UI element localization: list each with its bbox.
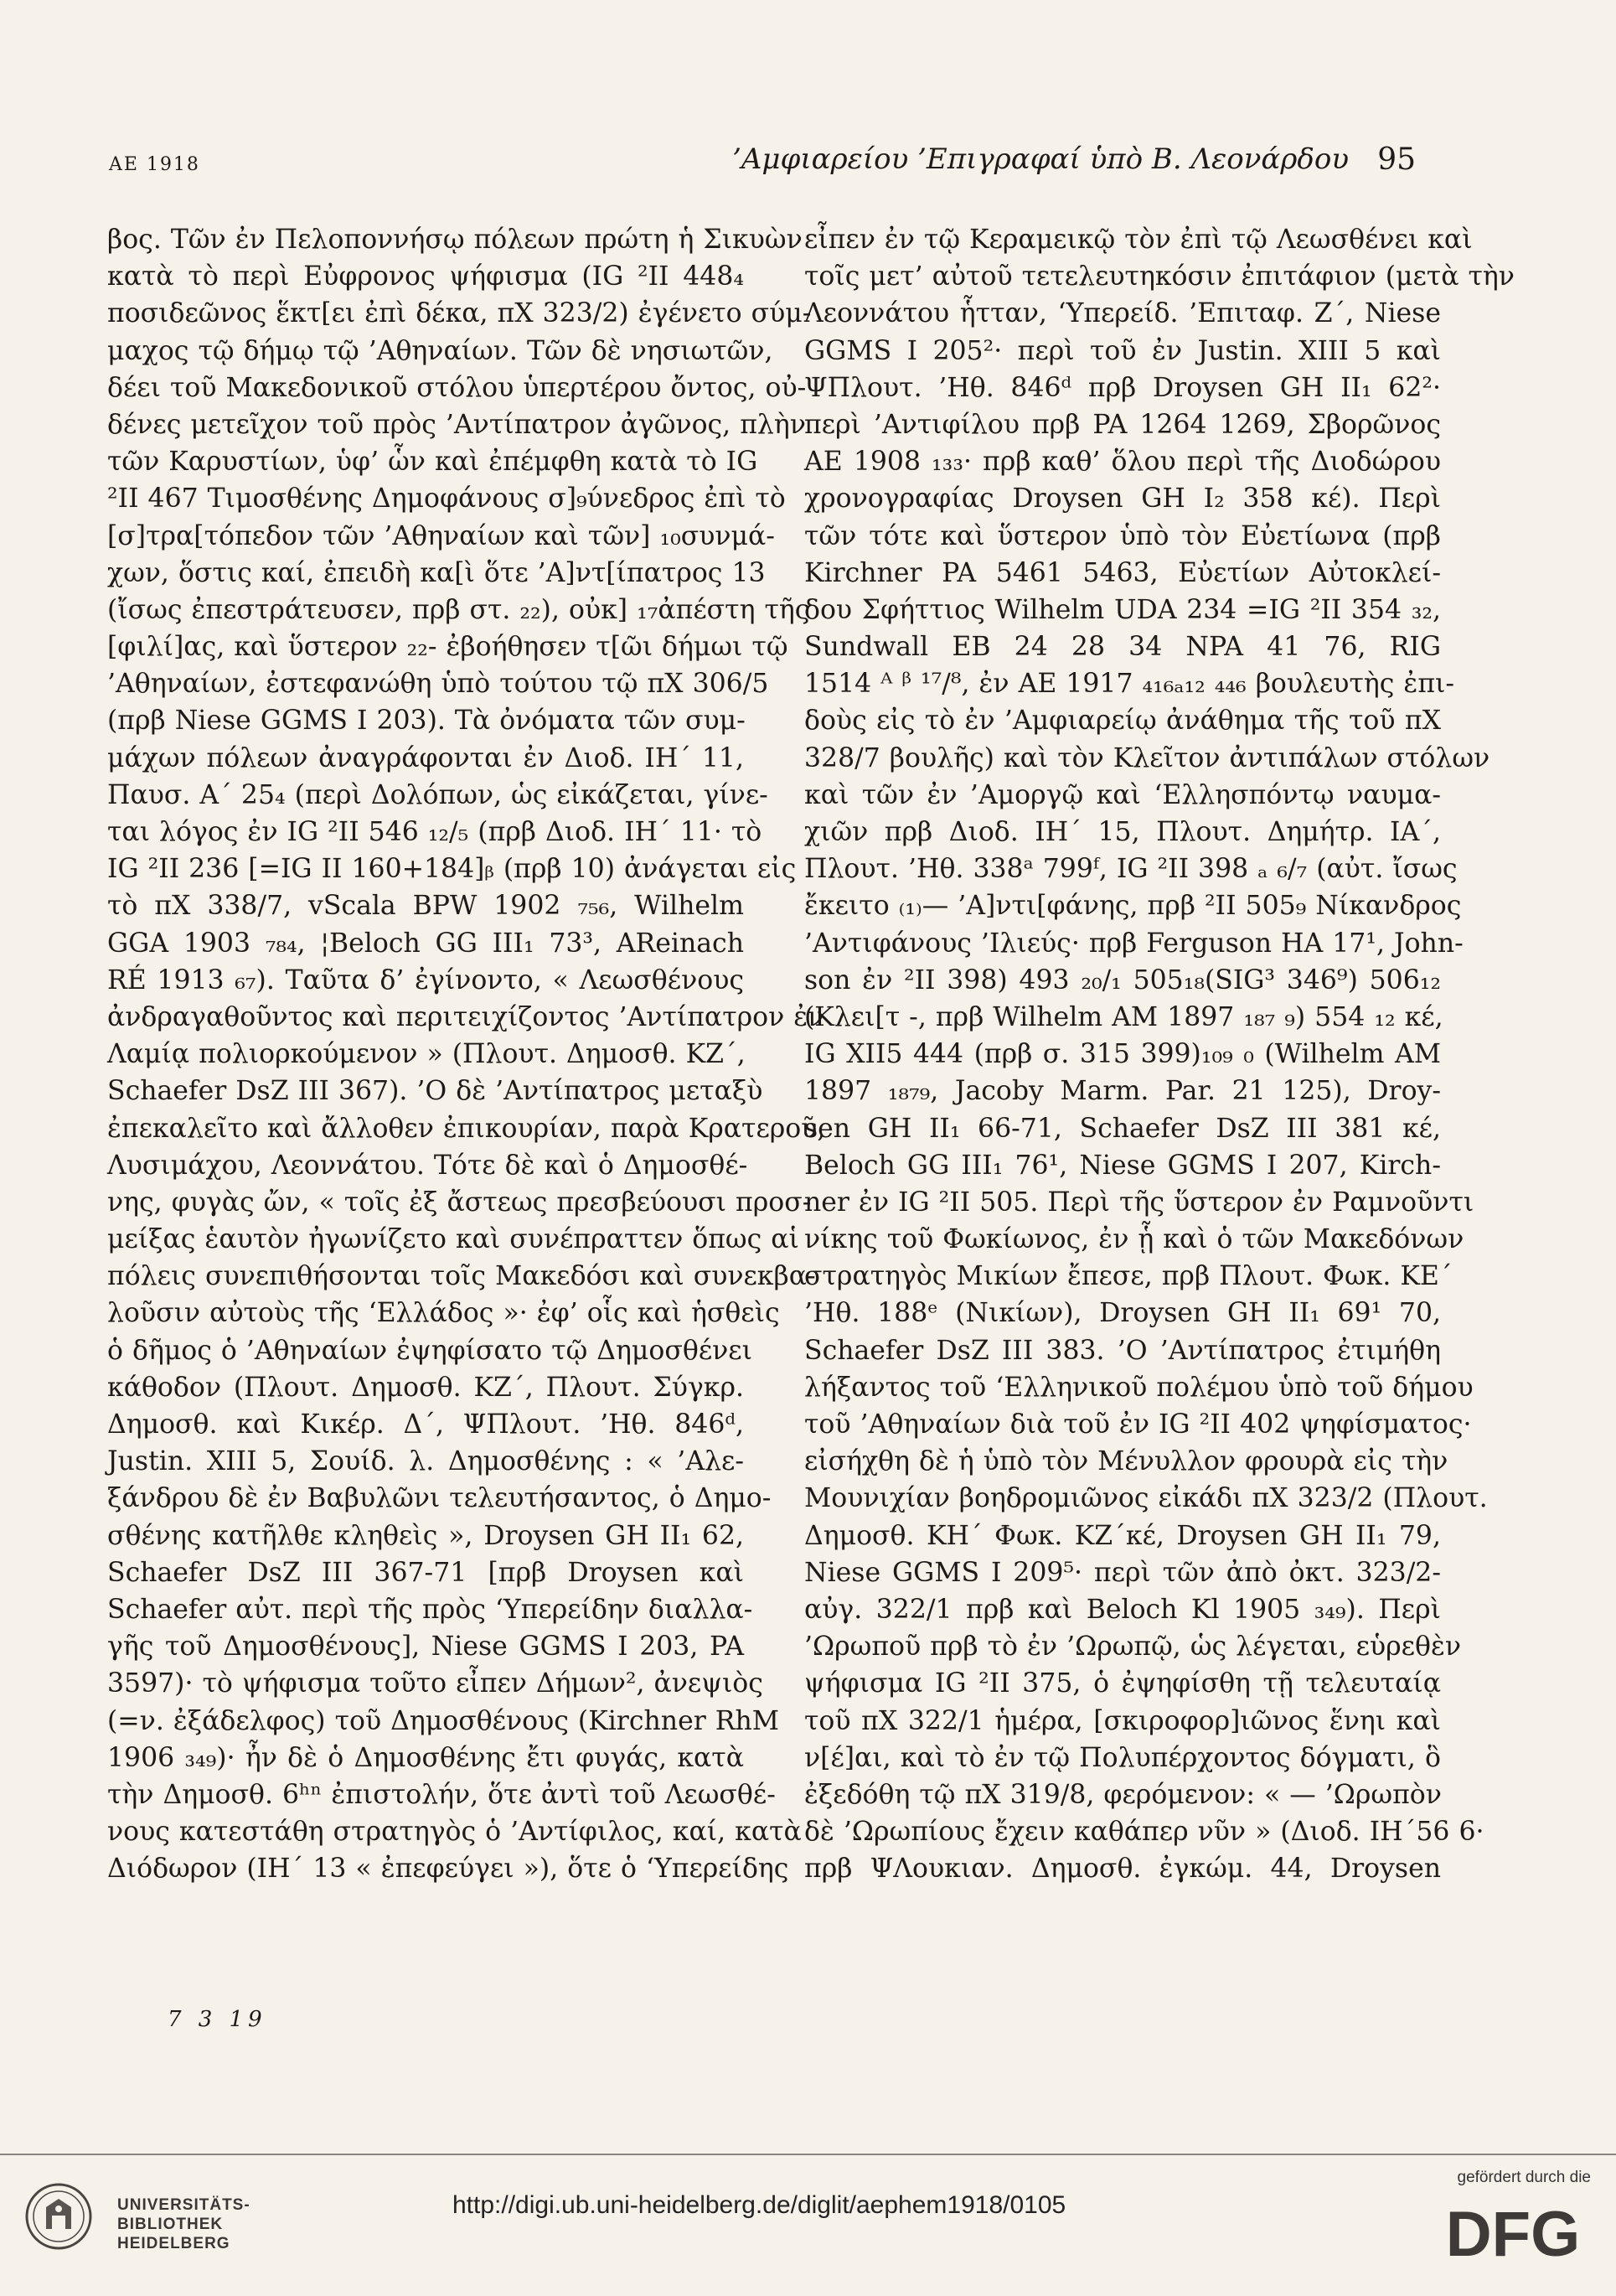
text-line: λοῦσιν αὐτοὺς τῆς ‘Ελλάδος »· ἐφ’ οἷς καὶ ἡσθεὶς [107,1298,780,1329]
text-line: ται λόγος ἐν IG ²ΙΙ 546 ₁₂/₅ (πρβ Διοδ. ΙΗ΄ 11· τὸ [107,817,762,847]
text-line: Δημοσθ. καὶ Κικέρ. Δ΄, ΨΠλουτ. ’Ηθ. 846ᵈ, [107,1409,744,1440]
text-line: ²ΙΙ 467 Τιμοσθένης Δημοφάνους σ]₉ύνεδρος ἐπὶ τὸ [107,484,786,515]
text-line: χρονογραφίας Droysen GH I₂ 358 κέ). Περὶ [804,484,1441,515]
text-line: Sundwall EB 24 28 34 NPA 41 76, RIG [804,632,1441,663]
text-line: IG XII5 444 (πρβ σ. 315 399)₁₀₉ ₀ (Wilhelm AM [804,1039,1441,1070]
text-line: Παυσ. Α΄ 25₄ (περὶ Δολόπων, ὡς εἰκάζεται, γίνε- [107,779,768,810]
institution-line: HEIDELBERG [117,2235,230,2252]
text-line: βος. Τῶν ἐν Πελοποννήσῳ πόλεων πρώτη ἡ Σικυὼν [107,225,803,255]
text-line: (=ν. ἐξάδελφος) τοῦ Δημοσθένους (Kirchner RhM [107,1705,780,1736]
text-line: κάθοδον (Πλουτ. Δημοσθ. ΚΖ΄, Πλουτ. Σύγκρ. [107,1372,744,1403]
footer-rule [0,2154,1616,2155]
text-line: δὲ ’Ωρωπίους ἔχειν καθάπερ νῦν » (Διοδ. ΙΗ΄56 6· [804,1817,1484,1848]
text-line: ΨΠλουτ. ’Ηθ. 846ᵈ πρβ Droysen GH II₁ 62²· [804,372,1441,403]
text-line: λήξαντος τοῦ ‘Ελληνικοῦ πολέμου ὑπὸ τοῦ δήμου [804,1372,1474,1403]
text-line: περὶ ’Αντιφίλου πρβ PA 1264 1269, Σβορῶνος [804,409,1441,440]
text-line: GGMS I 205²· περὶ τοῦ ἐν Justin. XIII 5 καὶ [804,335,1441,366]
text-line: Λεοννάτου ἧτταν, ‘Υπερείδ. ’Επιταφ. Ζ΄, Niese [804,298,1441,329]
text-line: sen GH II₁ 66-71, Schaefer DsZ III 381 κέ, [804,1113,1441,1144]
university-seal-icon [23,2179,99,2254]
text-line: τοῦ ’Αθηναίων διὰ τοῦ ἐν IG ²ΙΙ 402 ψηφίσματος· [804,1409,1472,1440]
text-line: μείξας ἑαυτὸν ἠγωνίζετο καὶ συνέπραττεν ὅπως αἱ [107,1224,799,1255]
text-line: ποσιδεῶνος ἕκτ[ει ἐπὶ δέκα, πΧ 323/2) ἐγένετο σύμ- [107,298,812,329]
text-line: Λυσιμάχου, Λεοννάτου. Τότε δὲ καὶ ὁ Δημοσθέ- [107,1150,748,1181]
page-number: 95 [1377,142,1416,177]
text-line: Schaefer DsZ III 367-71 [πρβ Droysen καὶ [107,1557,744,1588]
footer-bar [0,2154,1616,2296]
text-line: νίκης τοῦ Φωκίωνος, ἐν ᾗ καὶ ὁ τῶν Μακεδόνων [804,1224,1464,1255]
text-line: εἶπεν ἐν τῷ Κεραμεικῷ τὸν ἐπὶ τῷ Λεωσθένει καὶ [804,225,1473,255]
text-line: καὶ τῶν ἐν ’Αμοργῷ καὶ ‘Ελλησπόντῳ ναυμα- [804,779,1441,810]
text-line: Πλουτ. ’Ηθ. 338ᵃ 799ᶠ, IG ²ΙΙ 398 ₐ ₆/₇ (αὐτ. ἴσως [804,854,1458,885]
text-line: GGA 1903 ₇₈₄, ¦Beloch GG III₁ 73³, AReinach [107,928,744,959]
text-line: τοῖς μετ’ αὐτοῦ τετελευτηκόσιν ἐπιτάφιον (μετὰ τὴν [804,261,1515,292]
text-line: μαχος τῷ δήμῳ τῷ ’Αθηναίων. Τῶν δὲ νησιωτῶν, [107,335,773,366]
text-line: RÉ 1913 ₆₇). Ταῦτα δ’ ἐγίνοντο, « Λεωσθένους [107,964,744,995]
institution-name [117,2195,250,2253]
text-line: Schaefer DsZ III 367). ’Ο δὲ ’Αντίπατρος μεταξὺ [107,1076,763,1107]
text-line: τῶν Καρυστίων, ὑφ’ ὧν καὶ ἐπέμφθη κατὰ τὸ IG [107,447,758,478]
text-line: ἐπεκαλεῖτο καὶ ἄλλοθεν ἐπικουρίαν, παρὰ Κρατεροῦ, [107,1113,826,1144]
text-line: δένες μετεῖχον τοῦ πρὸς ’Αντίπατρον ἀγῶνος, πλὴν [107,409,806,440]
text-line: Διόδωρον (ΙΗ΄ 13 « ἐπεφεύγει »), ὅτε ὁ ‘Υπερείδης [107,1854,789,1885]
text-line: ἀνδραγαθοῦντος καὶ περιτειχίζοντος ’Αντίπατρον ἐν [107,1001,824,1032]
text-line: 1514 ᴬ ᵝ ¹⁷/⁸, ἐν ΑΕ 1917 ₄₁₆ₐ₁₂ ₄₄₆ βουλευτὴς ἐπι- [804,669,1455,700]
text-line: χιῶν πρβ Διοδ. ΙΗ΄ 15, Πλουτ. Δημήτρ. ΙΑ΄, [804,817,1441,847]
institution-line: BIBLIOTHEK [117,2216,224,2233]
dfg-logo [1433,2199,1593,2270]
dfg-logo-text: DFG [1445,2199,1581,2270]
text-line: στρατηγὸς Μικίων ἔπεσε, πρβ Πλουτ. Φωκ. ΚΕ΄ [804,1261,1453,1292]
text-line: son ἐν ²ΙΙ 398) 493 ₂₀/₁ 505₁₈(SIG³ 346⁹) 506₁₂ [804,964,1441,995]
text-line: 3597)· τὸ ψήφισμα τοῦτο εἶπεν Δήμων², ἀνεψιὸς [107,1668,763,1699]
text-line: νους κατεστάθη στρατηγὸς ὁ ’Αντίφιλος, καί, κατὰ [107,1817,802,1848]
text-line: ξάνδρου δὲ ἐν Βαβυλῶνι τελευτήσαντος, ὁ Δημο- [107,1483,772,1514]
text-line: ν[έ]αι, καὶ τὸ ἐν τῷ Πολυπέρχοντος δόγματι, ὃ [804,1742,1441,1773]
text-line: μάχων πόλεων ἀναγράφονται ἐν Διοδ. ΙΗ΄ 11, [107,742,744,773]
permalink-url[interactable]: http://digi.ub.uni-heidelberg.de/diglit/aephem1918/0105 [452,2191,1066,2219]
text-line: Λαμίᾳ πολιορκούμενον » (Πλουτ. Δημοσθ. ΚΖ΄, [107,1039,746,1070]
running-title: ’Αμφιαρείου ’Επιγραφαί ὑπὸ Β. Λεονάρδου [732,142,1349,176]
text-line: Beloch GG III₁ 76¹, Niese GGMS I 207, Kirch- [804,1150,1441,1181]
right-text-column [804,221,1515,1887]
text-line: ’Ωρωποῦ πρβ τὸ ἐν ’Ωρωπῷ, ὡς λέγεται, εὑρεθὲν [804,1632,1461,1663]
text-line: τὸ πΧ 338/7, vScala BPW 1902 ₇₅₆, Wilhelm [107,891,744,922]
text-line: ἔκειτο ₍₁₎— ’Α]ντι[φάνης, πρβ ²ΙΙ 505₉ Νίκανδρος [804,891,1462,922]
text-line: τοῦ πΧ 322/1 ἡμέρα, [σκιροφορ]ιῶνος ἕνηι καὶ [804,1705,1441,1736]
text-line: δέει τοῦ Μακεδονικοῦ στόλου ὑπερτέρου ὄντος, οὐ- [107,372,807,403]
text-line: πρβ ΨΛουκιαν. Δημοσθ. ἐγκώμ. 44, Droysen [804,1854,1441,1885]
text-line: ὁ δῆμος ὁ ’Αθηναίων ἐψηφίσατο τῷ Δημοσθένει [107,1335,752,1366]
text-line: δοὺς εἰς τὸ ἐν ’Αμφιαρείῳ ἀνάθημα τῆς τοῦ πΧ [804,706,1441,737]
text-line: Δημοσθ. ΚΗ΄ Φωκ. ΚΖ΄κέ, Droysen GH II₁ 79, [804,1520,1441,1551]
text-line: Schaefer DsZ III 383. ’Ο ’Αντίπατρος ἐτιμήθη [804,1335,1441,1366]
text-line: νης, φυγὰς ὤν, « τοῖς ἐξ ἄστεως πρεσβεύουσι προσ- [107,1187,812,1218]
text-line: 1906 ₃₄₉)· ἦν δὲ ὁ Δημοσθένης ἔτι φυγάς, κατὰ [107,1742,744,1773]
text-line: χων, ὅστις καί, ἐπειδὴ κα[ὶ ὅτε ’Α]ντ[ίπατρος 13 [107,557,766,588]
university-logo [23,2179,359,2262]
institution-line: UNIVERSITÄTS- [117,2196,250,2214]
text-line: Niese GGMS I 209⁵· περὶ τῶν ἀπὸ ὀκτ. 323/2- [804,1557,1441,1588]
page-header [109,142,1416,186]
left-text-column [107,221,826,1887]
text-line: IG ²ΙΙ 236 [=IG II 160+184]ᵦ (πρβ 10) ἀνάγεται εἰς [107,854,797,885]
text-line: σθένης κατῆλθε κληθεὶς », Droysen GH II₁ 62, [107,1520,744,1551]
text-line: 328/7 βουλῆς) καὶ τὸν Κλεῖτον ἀντιπάλων στόλων [804,742,1490,773]
text-line: ψήφισμα IG ²ΙΙ 375, ὁ ἐψηφίσθη τῇ τελευταίᾳ [804,1668,1441,1699]
text-line: πόλεις συνεπιθήσονται τοῖς Μακεδόσι καὶ συνεκβα- [107,1261,816,1292]
text-line: τὴν Δημοσθ. 6ʰⁿ ἐπιστολήν, ὅτε ἀντὶ τοῦ Λεωσθέ- [107,1779,776,1810]
sponsor-label: gefördert durch die [1457,2169,1591,2186]
text-line: τῶν τότε καὶ ὕστερον ὑπὸ τὸν Εὐετίωνα (πρβ [804,520,1441,551]
text-line: κατὰ τὸ περὶ Εὐφρονος ψήφισμα (IG ²ΙΙ 448₄ [107,261,744,292]
text-line: Justin. XIII 5, Σουίδ. λ. Δημοσθένης : « ’Αλε- [107,1446,744,1477]
text-line: Schaefer αὐτ. περὶ τῆς πρὸς ‘Υπερείδην διαλλα- [107,1594,753,1625]
text-line: ’Αντιφάνους ’Ιλιεύς· πρβ Ferguson HA 17¹, John- [804,928,1464,959]
text-line: ner ἐν IG ²ΙΙ 505. Περὶ τῆς ὕστερον ἐν Ραμνοῦντι [804,1187,1474,1218]
text-line: αὐγ. 322/1 πρβ καὶ Beloch Kl 1905 ₃₄₉). Περὶ [804,1594,1441,1625]
text-line: δου Σφήττιος Wilhelm UDA 234 =IG ²ΙΙ 354 ₃₂, [804,594,1441,625]
text-line: ’Ηθ. 188ᵉ (Νικίων), Droysen GH II₁ 69¹ 70, [804,1298,1441,1329]
text-line: Μουνιχίαν βοηδρομιῶνος εἰκάδι πΧ 323/2 (Πλουτ. [804,1483,1488,1514]
text-line: [σ]τρα[τόπεδον τῶν ’Αθηναίων καὶ τῶν] ₁₀συνμά- [107,520,775,551]
text-line: ΑΕ 1908 ₁₃₃· πρβ καθ’ ὅλου περὶ τῆς Διοδώρου [804,447,1441,478]
text-line: εἰσήχθη δὲ ἡ ὑπὸ τὸν Μένυλλον φρουρὰ εἰς τὴν [804,1446,1448,1477]
text-line: Kirchner PA 5461 5463, Εὐετίων Αὐτοκλεί- [804,557,1441,588]
text-line: ’Αθηναίων, ἐστεφανώθη ὑπὸ τούτου τῷ πΧ 306/5 [107,669,769,700]
text-line: (ἴσως ἐπεστράτευσεν, πρβ στ. ₂₂), οὐκ] ₁₇ἀπέστη τῆς [107,594,810,625]
text-line: 1897 ₁₈₇₉, Jacoby Marm. Par. 21 125), Droy- [804,1076,1441,1107]
text-line: (πρβ Niese GGMS I 203). Τὰ ὀνόματα τῶν συμ- [107,706,746,737]
signature-mark: 7 3 19 [168,2007,267,2032]
text-line: [φιλί]ας, καὶ ὕστερον ₂₂- ἐβοήθησεν τ[ῶι δήμωι τῷ [107,632,788,663]
journal-volume: ΑΕ 1918 [109,154,200,175]
text-line: (Κλει[τ -, πρβ Wilhelm AM 1897 ₁₈₇ ₉) 554 ₁₂ κέ, [804,1001,1443,1032]
text-line: γῆς τοῦ Δημοσθένους], Niese GGMS I 203, PA [107,1632,744,1663]
text-line: ἐξεδόθη τῷ πΧ 319/8, φερόμενον: « — ’Ωρωπὸν [804,1779,1442,1810]
